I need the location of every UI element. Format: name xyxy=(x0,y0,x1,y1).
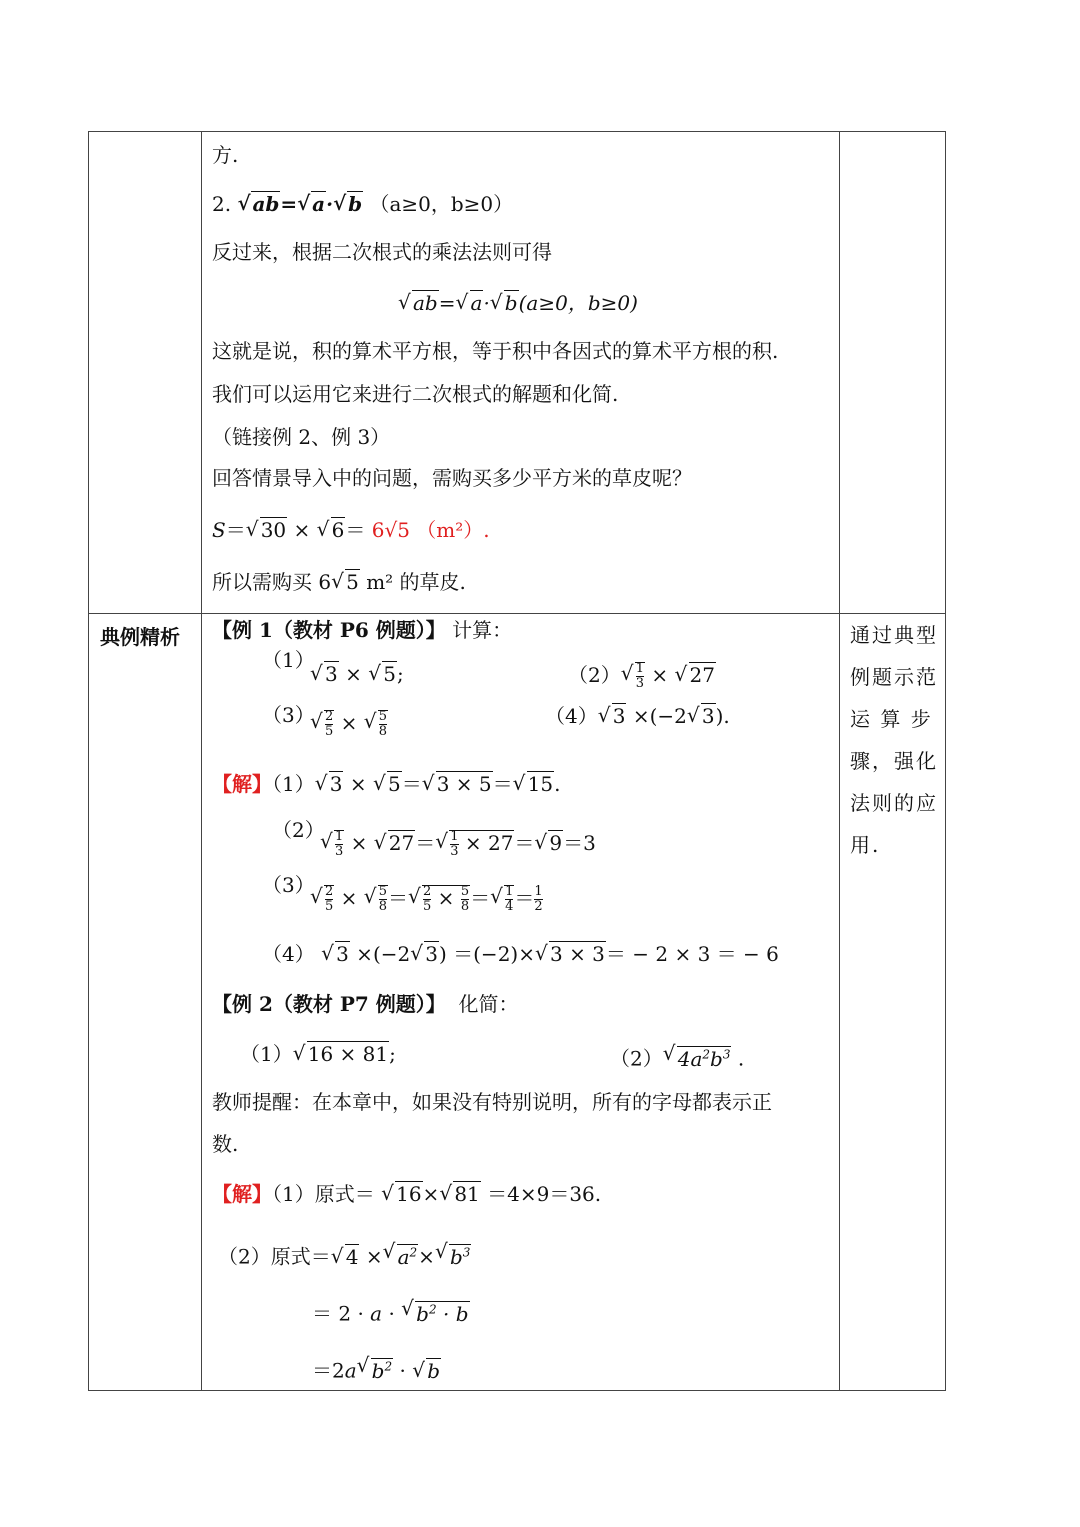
reverse-text: 反过来，根据二次根式的乘法法则可得 xyxy=(212,240,552,264)
question-text: 回答情景导入中的问题，需购买多少平方米的草皮呢？ xyxy=(212,466,692,490)
centered-formula: √ ab=√ a·√ b(a≥0，b≥0) xyxy=(398,291,638,315)
ex2-step-3: ＝2a√ $b^2$ · √ b xyxy=(312,1354,441,1383)
side-note: 通过典型 例题示范 运 算 步 骤，强化 法则的应 用. xyxy=(850,623,938,857)
usage-text: 我们可以运用它来进行二次根式的解题和化简. xyxy=(212,382,619,406)
column-divider-right xyxy=(839,132,840,1390)
ex1-solution-3: （3） xyxy=(262,873,315,897)
ex2-q1: （1）√ 16 × 81; xyxy=(240,1042,396,1066)
area-formula: S＝√ 30 × √ 6＝ 6√5 （m²）. xyxy=(212,518,490,542)
ex2-q2: （2）√ $4a^2b^3$ . xyxy=(610,1042,744,1071)
section-label: 典例精析 xyxy=(100,625,180,649)
teacher-tip-cont: 数. xyxy=(212,1132,239,1156)
ex1-q1: （1） xyxy=(262,648,315,672)
ex1-q4: （4）√ 3 ×(−2√ 3). xyxy=(545,704,730,728)
conclusion: 所以需购买 6√ 5 m² 的草皮. xyxy=(212,570,466,594)
rule-2: 2. √ ab=√ a·√ b （a≥0，b≥0） xyxy=(212,192,513,216)
ex2-solution-2: （2）原式＝√ 4 ×√ $a^2\times√$ $b^3$ xyxy=(218,1240,471,1269)
row-divider xyxy=(89,613,945,614)
teacher-tip: 教师提醒：在本章中，如果没有特别说明，所有的字母都表示正 xyxy=(212,1090,772,1114)
example-1-title: 【例 1（教材 P6 例题）】 计算： xyxy=(212,618,513,642)
text-fragment: 方. xyxy=(212,143,239,167)
ex1-solution-2: （2） xyxy=(272,818,325,842)
ex1-q2: （2） √ $\frac{1}{3}$ × √ 27 xyxy=(568,662,716,691)
example-2-title: 【例 2（教材 P7 例题）】 化简： xyxy=(212,992,519,1016)
meaning-text: 这就是说，积的算术平方根，等于积中各因式的算术平方根的积. xyxy=(212,339,779,363)
column-divider-left xyxy=(201,132,202,1390)
ex1-solution-1: 【解】（1）√ 3 × √ 5＝√ 3 × 5＝√ 15. xyxy=(212,772,560,796)
ex2-step-2: ＝ 2 · a · √ $b^2 \cdot b$ xyxy=(312,1297,470,1326)
ex1-solution-4: （4） √ 3 ×(−2√ 3) ＝(−2)×√ 3 × 3＝ − 2 × 3 ＝ − 6 xyxy=(262,942,779,966)
ex2-solution-1: 【解】（1）原式＝ √ 16×√ 81 ＝4×9＝36. xyxy=(212,1182,601,1206)
link-text: （链接例 2、例 3） xyxy=(212,425,391,449)
ex1-q3: （3） xyxy=(262,703,315,727)
